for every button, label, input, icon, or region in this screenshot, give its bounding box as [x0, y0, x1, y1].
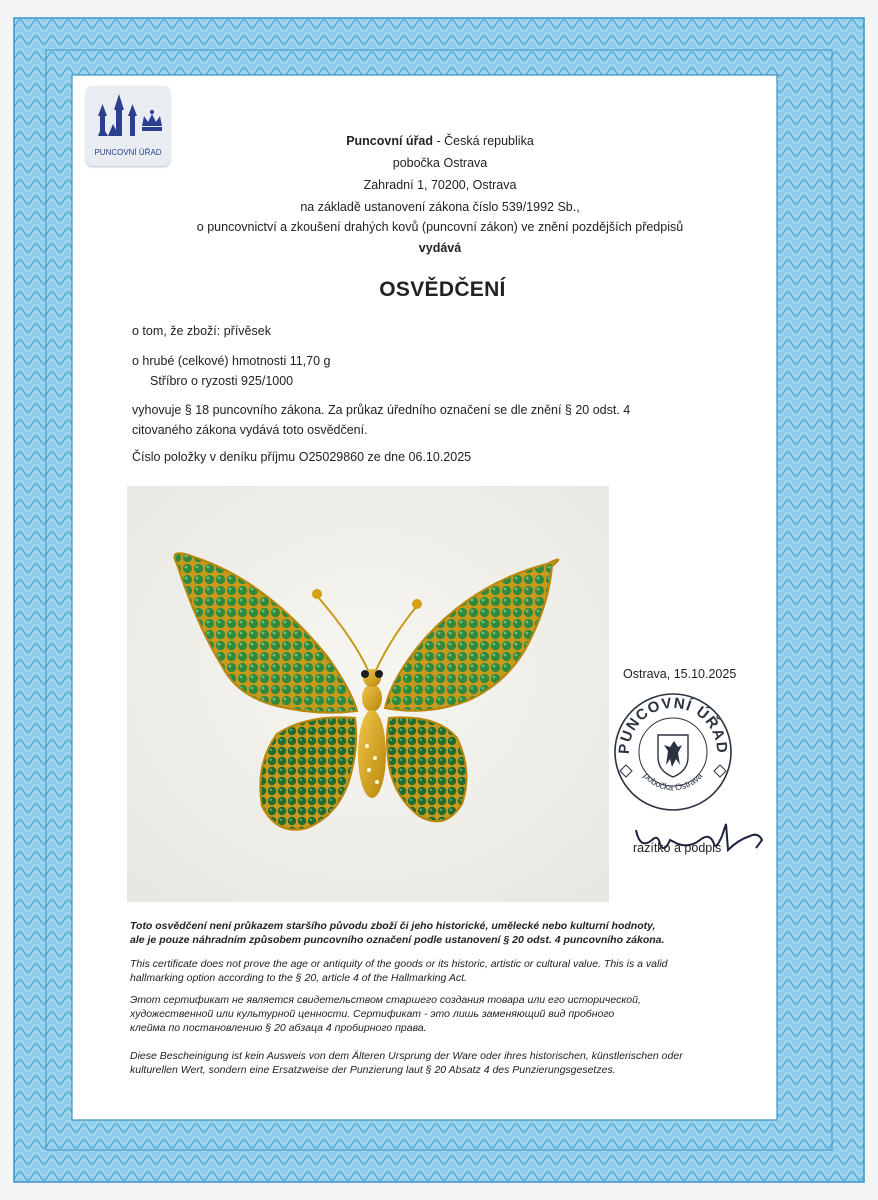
disclaimer-de	[130, 1049, 760, 1077]
law-description: o puncovnictví a zkoušení drahých kovů (puncovní zákon) ve znění pozdějších předpisů	[196, 220, 684, 234]
goods-line: o tom, že zboží: přívěsek	[132, 324, 271, 338]
disclaimer-cz-line-1: Toto osvědčení není průkazem staršího původu zboží či jeho historické, umělecké nebo kulturní hodnoty,	[130, 920, 656, 932]
butterfly-brooch-photo	[127, 486, 609, 902]
lion-icon	[664, 741, 682, 767]
disclaimer-cz-line-2: ale je pouze náhradním způsobem puncovního označení podle ustanovení § 20 odst. 4 puncovního zákona.	[130, 934, 665, 946]
law-reference: na základě ustanovení zákona číslo 539/1992 Sb.,	[300, 200, 580, 214]
certificate-title: OSVĚDČENÍ	[379, 278, 506, 301]
disclaimer-en-line-2: hallmarking option according to the § 20, article 4 of the Hallmarking Act.	[130, 972, 467, 984]
handwritten-signature	[630, 810, 770, 866]
metal-line: Stříbro o ryzosti 925/1000	[150, 374, 294, 388]
office-name-line	[150, 134, 730, 148]
compliance-line-2: citovaného zákona vydává toto osvědčení.	[132, 423, 368, 437]
disclaimer-de-line-1: Diese Bescheinigung ist kein Ausweis von dem Älteren Ursprung der Ware oder ihres historischen, künstlerischen oder	[130, 1050, 683, 1062]
disclaimer-ru-line-2: художественной или культурной ценности. Сертификат - это лишь заменяющий вид пробного	[130, 1008, 615, 1020]
weight-line: o hrubé (celkové) hmotnosti 11,70 g	[132, 354, 331, 368]
compliance-line-1: vyhovuje § 18 puncovního zákona. Za průkaz úředního označení se dle znění § 20 odst. 4	[132, 403, 631, 417]
svg-text:pobočka Ostrava	[642, 771, 705, 793]
disclaimer-en	[130, 957, 760, 985]
office-logo	[86, 86, 170, 166]
office-name: Puncovní úřad	[346, 134, 434, 148]
diamond-mark-icon	[620, 765, 632, 777]
stamp-bottom-text: pobočka Ostrava	[641, 770, 705, 793]
disclaimer-ru-line-3: клейма по постановлению § 20 абзаца 4 пробирного права.	[130, 1022, 427, 1034]
place-date: Ostrava, 15.10.2025	[623, 667, 737, 681]
disclaimer-de-line-2: kulturellen Wert, sondern eine Ersatzweise der Punzierung laut § 20 Absatz 4 des Punzierungsgesetzes.	[130, 1064, 616, 1076]
branch-address: Zahradní 1, 70200, Ostrava	[363, 178, 517, 192]
stamp-ring-text: PUNCOVNÍ ÚŘAD	[615, 694, 731, 755]
item-number-line: Číslo položky v deníku příjmu O25029860 ze dne 06.10.2025	[132, 450, 472, 464]
disclaimer-cz	[130, 919, 760, 947]
diamond-mark-icon	[714, 765, 726, 777]
issues-label: vydává	[418, 241, 462, 255]
signature-label: razítko a podpis	[633, 841, 722, 855]
official-stamp	[612, 691, 734, 813]
office-country: - Česká republika	[433, 134, 534, 148]
disclaimer-en-line-1: This certificate does not prove the age or antiquity of the goods or its historic, artistic or cultural value. This is a valid	[130, 958, 668, 970]
branch-name: pobočka Ostrava	[392, 156, 488, 170]
logo-label: PUNCOVNÍ ÚŘAD	[94, 148, 162, 157]
disclaimer-ru	[130, 993, 760, 1035]
disclaimer-ru-line-1: Этот сертификат не является свидетельством старшего создания товара или его исторической,	[130, 994, 641, 1006]
